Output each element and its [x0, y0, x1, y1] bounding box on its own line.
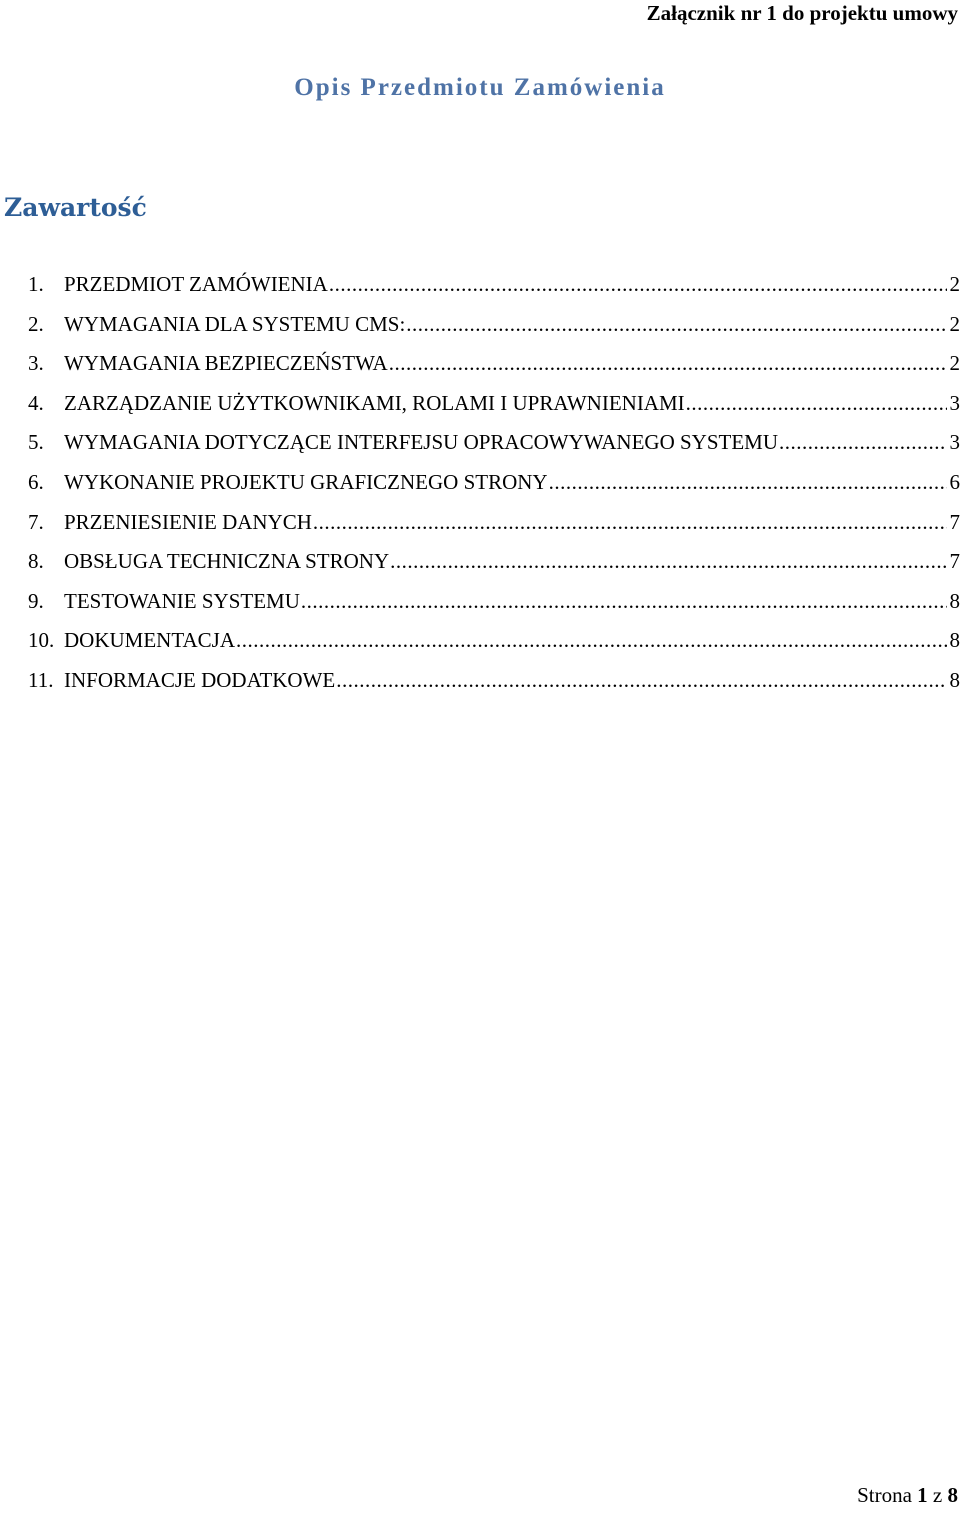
- toc-entry-page[interactable]: 8: [949, 628, 960, 653]
- toc-entry[interactable]: [28, 587, 960, 627]
- toc-entry-page[interactable]: 7: [949, 549, 960, 574]
- toc-dot-leader: [336, 666, 946, 694]
- toc-entry-title[interactable]: WYMAGANIA DLA SYSTEMU CMS:: [64, 311, 406, 336]
- toc-entry[interactable]: [28, 310, 960, 350]
- toc-entry[interactable]: [28, 428, 960, 468]
- toc-entry-title[interactable]: INFORMACJE DODATKOWE: [64, 667, 336, 692]
- toc-dot-leader: [236, 626, 947, 654]
- toc-heading: Zawartość: [4, 193, 147, 222]
- page-footer: [857, 1482, 958, 1508]
- toc-entry-title[interactable]: PRZEDMIOT ZAMÓWIENIA: [64, 272, 328, 296]
- toc-entry-title[interactable]: TESTOWANIE SYSTEMU: [64, 588, 300, 613]
- toc-dot-leader: [390, 547, 946, 575]
- toc-entry-title[interactable]: OBSŁUGA TECHNICZNA STRONY: [64, 549, 390, 574]
- footer-total-pages: 8: [947, 1483, 958, 1507]
- toc-dot-leader: [301, 587, 947, 615]
- toc-dot-leader: [779, 428, 947, 456]
- toc-entry[interactable]: [28, 547, 960, 587]
- toc-entry[interactable]: [28, 349, 960, 389]
- toc-dot-leader: [313, 508, 947, 536]
- footer-current-page: 1: [917, 1483, 928, 1507]
- toc-entry-page[interactable]: 8: [949, 588, 960, 613]
- toc-entry-page[interactable]: 3: [949, 390, 960, 415]
- toc-entry-page[interactable]: 7: [949, 509, 960, 534]
- toc-entry-number: 5.: [28, 430, 44, 455]
- table-of-contents: [28, 270, 960, 706]
- toc-entry-number: 3.: [28, 351, 44, 376]
- toc-entry-title[interactable]: WYMAGANIA DOTYCZĄCE INTERFEJSU OPRACOWYWANEGO SYSTEMU: [64, 430, 778, 455]
- toc-entry-number: 8.: [28, 549, 44, 574]
- toc-entry-page[interactable]: 2: [949, 311, 960, 336]
- footer-prefix: Strona: [857, 1483, 912, 1507]
- toc-dot-leader: [406, 310, 946, 338]
- toc-dot-leader: [686, 389, 947, 417]
- footer-separator: z: [932, 1483, 943, 1507]
- document-title: Opis Przedmiotu Zamówienia: [294, 74, 666, 101]
- toc-entry-number: 2.: [28, 311, 44, 336]
- toc-entry-number: 7.: [28, 509, 44, 534]
- attachment-note: Załącznik nr 1 do projektu umowy: [646, 1, 958, 25]
- toc-entry-title[interactable]: WYKONANIE PROJEKTU GRAFICZNEGO STRONY: [64, 469, 548, 494]
- toc-entry[interactable]: [28, 468, 960, 508]
- toc-dot-leader: [329, 270, 947, 298]
- toc-entry-page[interactable]: 3: [949, 430, 960, 455]
- toc-entry[interactable]: [28, 666, 960, 706]
- toc-entry-title[interactable]: ZARZĄDZANIE UŻYTKOWNIKAMI, ROLAMI I UPRAWNIENIAMI: [64, 390, 685, 415]
- toc-entry[interactable]: [28, 626, 960, 666]
- toc-entry-number: 9.: [28, 588, 44, 613]
- toc-entry-number: 11.: [28, 667, 54, 692]
- toc-entry[interactable]: [28, 508, 960, 548]
- toc-entry-title[interactable]: DOKUMENTACJA: [64, 628, 235, 653]
- toc-entry-number: 10.: [28, 628, 55, 653]
- toc-entry-title[interactable]: PRZENIESIENIE DANYCH: [64, 509, 312, 534]
- toc-entry-title[interactable]: WYMAGANIA BEZPIECZEŃSTWA: [64, 351, 388, 376]
- toc-entry-page[interactable]: 8: [949, 667, 960, 692]
- toc-entry-page[interactable]: 2: [949, 272, 960, 296]
- toc-entry-number: 1.: [28, 272, 44, 296]
- toc-entry-page[interactable]: 2: [949, 351, 960, 376]
- toc-dot-leader: [549, 468, 947, 496]
- toc-entry-number: 4.: [28, 390, 44, 415]
- toc-entry[interactable]: [28, 270, 960, 310]
- toc-entry[interactable]: [28, 389, 960, 429]
- toc-entry-page[interactable]: 6: [949, 469, 960, 494]
- toc-dot-leader: [389, 349, 947, 377]
- toc-entry-number: 6.: [28, 469, 44, 494]
